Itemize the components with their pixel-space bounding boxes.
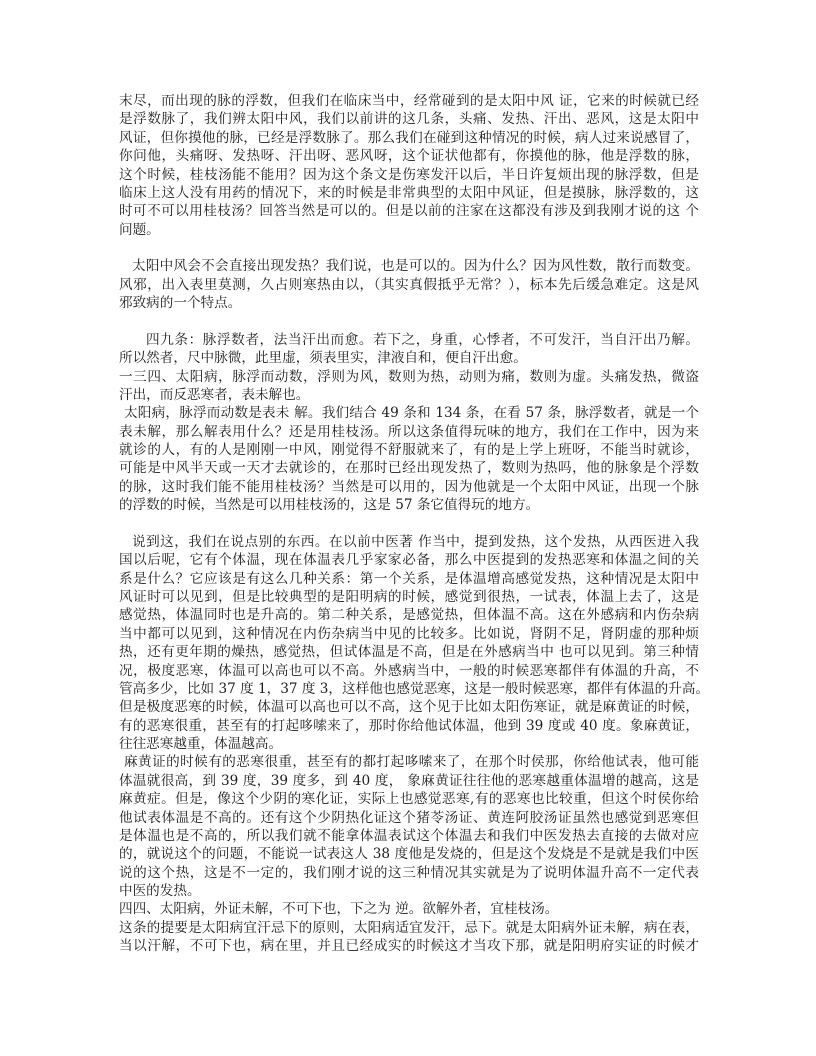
text-line: 但是极度恶寒的时候，体温可以高也可以不高，这个见于比如太阳伤寒证，就是麻黄证的时候， [119,699,699,716]
text-line: 热，还有更年期的燥热，感觉热，但试体温是不高，但是在外感病当中 也可以见到。第三种情 [119,644,699,661]
text-line: 邪致病的一个特点。 [119,295,242,312]
paragraph-article-49 [119,331,699,368]
text-line: 当中都可以见到，这种情况在内伤杂病当中见的比较多。比如说，肾阴不足，肾阴虚的那种烦 [119,625,699,642]
text-line: 的，就说这个的问题，不能说一试表这人 38 度他是发烧的，但是这个发烧是不是就是我们中医 [119,846,699,863]
text-line: 风邪，出入表里莫测，久占则寒热由以，（其实真假抵乎无常？），标本先后缓急难定。这是风 [119,276,699,293]
text-line: 况，极度恶寒，体温可以高也可以不高。外感病当中，一般的时候恶寒都伴有体温的升高，不 [119,662,699,679]
paragraph-taiyang-wind-fever [119,257,699,312]
text-line: 临床上这人没有用药的情况下，来的时候是非常典型的太阳中风证，但是摸脉，脉浮数的，这 [119,184,699,201]
paragraph-article-57-discussion [119,404,699,514]
paragraph-article-134 [119,368,699,405]
text-line: 太阳病，脉浮而动数是表未 解。我们结合 49 条和 134 条，在看 57 条，脉浮数者，就是一个 [124,405,699,422]
text-line: 往往恶寒越重，体温越高。 [119,736,283,753]
text-line: 汗出，而反恶寒者，表未解也。 [119,386,310,403]
text-line: 体温就很高，到 39 度，39 度多，到 40 度， 象麻黄证往往他的恶寒越重体温增的越高，这是 [119,772,699,789]
document-page [119,92,710,956]
text-line: 可能是中风半天或一天才去就诊的，在那时已经出现发热了，数则为热吗，他的脉象是个浮数 [119,460,699,477]
text-line: 中医的发热。 [119,883,201,900]
text-line: 系是什么？它应该是有这么几种关系：第一个关系，是体温增高感觉发热，这种情况是太阳中 [119,570,699,587]
paragraph-article-44-explanation [119,919,699,956]
text-line: 这个时候，桂枝汤能不能用？因为这个条文是伤寒发汗以后，半日许复烦出现的脉浮数，但是 [119,166,699,183]
text-line: 所以然者，尺中脉微，此里虚，须表里实，津液自和，便自汗出愈。 [119,350,527,367]
text-line: 一三四、太阳病，脉浮而动数，浮则为风，数则为热，动则为痛，数则为虚。头痛发热，微盗 [119,368,699,385]
text-line: 风证，但你摸他的脉，已经是浮数脉了。那么我们在碰到这种情况的时候，病人过来说感冒了， [119,129,699,146]
text-line: 四九条：脉浮数者，法当汗出而愈。若下之，身重，心悸者，不可发汗，当自汗出乃解。 [146,331,699,348]
text-line: 的浮数的时候，当然是可以用桂枝汤的，这是 57 条它值得玩的地方。 [119,497,540,514]
text-line: 麻黄证的时候有的恶寒很重，甚至有的都打起哆嗦来了，在那个时侯那，你给他试表，他可能 [124,754,699,771]
text-line: 说到这，我们在说点别的东西。在以前中医著 作当中，提到发热，这个发热，从西医进入我 [132,533,699,550]
text-line: 说的这个热，这是不一定的，我们刚才说的这三种情况其实就是为了说明体温升高不一定代表 [119,864,699,881]
text-line: 时可不可以用桂枝汤？回答当然是可以的。但是以前的注家在这都没有涉及到我刚才说的这 个 [119,203,699,220]
text-line: 风证时可以见到，但是比较典型的是阳明病的时候，感觉到很热，一试表，体温上去了，这是 [119,589,699,606]
text-line: 问题。 [119,221,160,238]
paragraph-article-44 [119,900,699,918]
paragraph-mahuang-syndrome [119,753,699,900]
text-line: 是浮数脉了，我们辨太阳中风，我们以前讲的这几条，头痛、发热、汗出、恶风，这是太阳中 [119,111,699,128]
text-line: 当以汗解，不可下也，病在里，并且已经成实的时候这才当攻下那，就是阳明府实证的时候才 [119,938,699,955]
text-line: 的脉，这时我们能不能用桂枝汤？当然是可以用的，因为他就是一个太阳中风证，出现一个脉 [119,478,699,495]
text-line: 管高多少，比如 37 度 1，37 度 3，这样他也感觉恶寒，这是一般时候恶寒，都伴有体温的升高。 [119,680,710,697]
text-line: 你问他，头痛呀、发热呀、汗出呀、恶风呀，这个证状他都有，你摸他的脉，他是浮数的脉， [119,148,699,165]
text-line: 表未解，那么解表用什么？还是用桂枝汤。所以这条值得玩味的地方，我们在工作中，因为来 [119,423,699,440]
text-line: 四四、太阳病，外证未解，不可下也，下之为 逆。欲解外者，宜桂枝汤。 [119,901,559,918]
paragraph-pulse-floating-rapid [119,92,699,239]
text-line: 太阳中风会不会直接出现发热？我们说，也是可以的。因为什么？因为风性数，散行而数变。 [132,258,699,275]
text-line: 感觉热，体温同时也是升高的。第二种关系，是感觉热，但体温不高。这在外感病和内伤杂病 [119,607,699,624]
text-line: 这条的提要是太阳病宜汗忌下的原则，太阳病适宜发汗，忌下。就是太阳病外证未解，病在表， [119,919,699,936]
text-line: 就诊的人，有的人是刚刚一中风，刚觉得不舒服就来了，有的是上学上班呀，不能当时就诊， [119,442,699,459]
text-line: 他试表体温是不高的。还有这个少阴热化证这个猪苓汤证、黄连阿胶汤证虽然也感觉到恶寒但 [119,809,699,826]
text-line: 麻黄症。但是，像这个少阴的寒化证，实际上也感觉恶寒,有的恶寒也比较重，但这个时侯你给 [119,791,699,808]
text-line: 国以后呢，它有个体温，现在体温表几乎家家必备，那么中医提到的发热恶寒和体温之间的关 [119,552,699,569]
text-line: 有的恶寒很重，甚至有的打起哆嗦来了，那时你给他试体温，他到 39 度或 40 度。象麻黄证， [119,717,699,734]
text-line: 末尽，而出现的脉的浮数，但我们在临床当中，经常碰到的是太阳中风 证，它来的时候就已经 [119,93,699,109]
paragraph-fever-and-temperature [119,533,710,754]
text-line: 是体温也是不高的，所以我们就不能拿体温表试这个体温去和我们中医发热去直接的去做对应 [119,827,699,844]
